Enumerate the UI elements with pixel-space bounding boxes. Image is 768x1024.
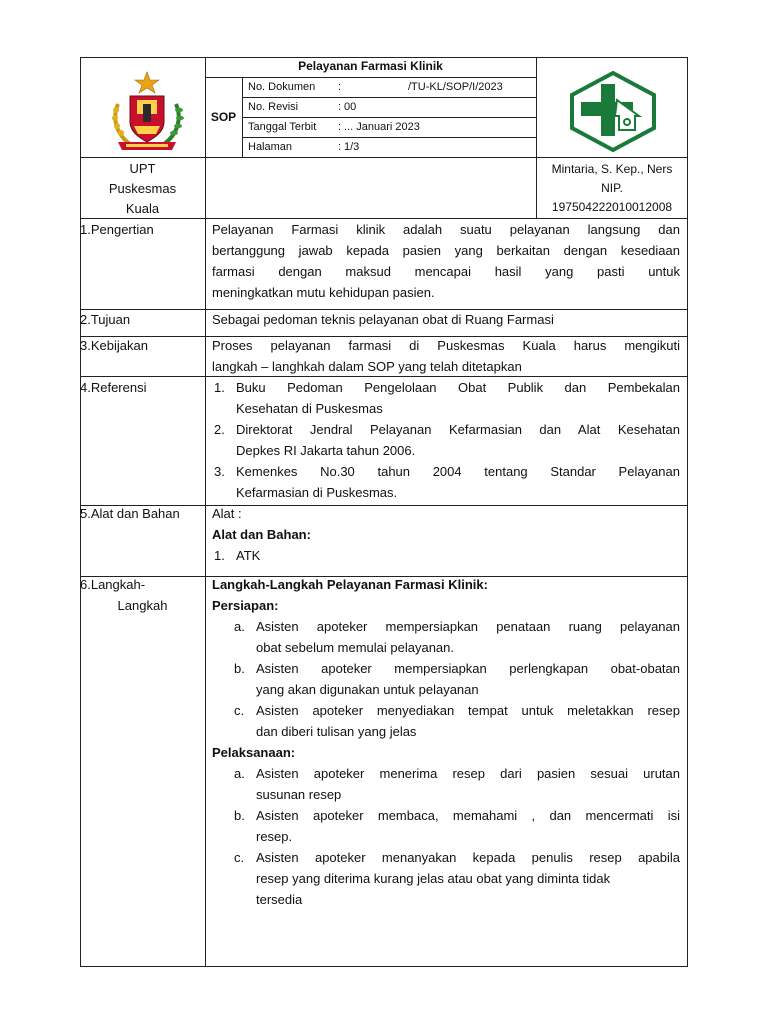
section-label-langkah: 6.Langkah- xyxy=(80,577,146,592)
pelaksanaan-num: c. xyxy=(234,850,245,865)
persiapan-num: b. xyxy=(234,661,245,676)
persiapan-line: yang akan digunakan untuk pelayanan xyxy=(256,682,479,697)
persiapan-line: Asisten apoteker mempersiapkan perlengkapan obat-obatan xyxy=(256,661,680,676)
pelaksanaan-line: Asisten apoteker membaca, memahami , dan mencermati isi xyxy=(256,808,680,823)
org-line-1: UPT xyxy=(129,161,156,176)
section-label-kebijakan: 3.Kebijakan xyxy=(80,338,148,353)
signer-nip: 197504222010012008 xyxy=(551,200,673,214)
field-label-no-revisi: No. Revisi xyxy=(248,101,299,113)
pelaksanaan-num: a. xyxy=(234,766,245,781)
puskesmas-logo-icon xyxy=(569,70,657,152)
referensi-num: 2. xyxy=(214,422,225,437)
pengertian-line: Pelayanan Farmasi klinik adalah suatu pelayanan langsung dan xyxy=(212,222,680,237)
persiapan-num: a. xyxy=(234,619,245,634)
org-line-2: Puskesmas xyxy=(108,181,177,196)
pelaksanaan-line: susunan resep xyxy=(256,787,342,802)
regional-emblem-icon xyxy=(104,70,190,154)
alat-item-num: 1. xyxy=(214,548,225,563)
persiapan-line: dan diberi tulisan yang jelas xyxy=(256,724,417,739)
field-value-halaman: 1/3 xyxy=(344,141,360,153)
persiapan-line: obat sebelum memulai pelayanan. xyxy=(256,640,455,655)
field-value-no-dokumen: /TU-KL/SOP/I/2023 xyxy=(408,81,503,93)
referensi-num: 3. xyxy=(214,464,225,479)
section-label-referensi: 4.Referensi xyxy=(80,380,147,395)
section-label-tujuan: 2.Tujuan xyxy=(80,312,131,327)
referensi-line: Depkes RI Jakarta tahun 2006. xyxy=(236,443,416,458)
referensi-line: Direktorat Jendral Pelayanan Kefarmasian dan Alat Kesehatan xyxy=(236,422,680,437)
persiapan-line: Asisten apoteker menyediakan tempat untuk meletakkan resep xyxy=(256,703,680,718)
field-sep: : xyxy=(338,141,342,153)
alat-line: Alat : xyxy=(212,506,242,521)
referensi-line: Kemenkes No.30 tahun 2004 tentang Standar Pelayanan xyxy=(236,464,680,479)
tujuan-text: Sebagai pedoman teknis pelayanan obat di Ruang Farmasi xyxy=(212,312,554,327)
section-label-pengertian: 1.Pengertian xyxy=(80,222,154,237)
pengertian-line: bertanggung jawab kepada pasien yang berkaitan dengan kesediaan xyxy=(212,243,680,258)
pelaksanaan-line: tersedia xyxy=(256,892,303,907)
pelaksanaan-num: b. xyxy=(234,808,245,823)
field-label-halaman: Halaman xyxy=(248,141,293,153)
field-label-tanggal-terbit: Tanggal Terbit xyxy=(248,121,317,133)
alat-item: ATK xyxy=(236,548,261,563)
persiapan-line: Asisten apoteker mempersiapkan penataan ruang pelayanan xyxy=(256,619,680,634)
signer-nip-label: NIP. xyxy=(601,181,623,195)
pelaksanaan-line: resep yang diterima kurang jelas atau obat yang diminta tidak xyxy=(256,871,611,886)
document-title: Pelayanan Farmasi Klinik xyxy=(298,59,443,73)
kebijakan-line: langkah – langhkah dalam SOP yang telah ditetapkan xyxy=(212,359,522,374)
langkah-heading: Langkah-Langkah Pelayanan Farmasi Klinik: xyxy=(212,577,488,592)
pelaksanaan-label: Pelaksanaan: xyxy=(212,745,296,760)
pelaksanaan-line: Asisten apoteker menanyakan kepada penulis resep apabila xyxy=(256,850,680,865)
field-sep: : xyxy=(338,101,342,113)
sop-label: SOP xyxy=(210,110,237,124)
field-value-no-revisi: 00 xyxy=(344,101,357,113)
referensi-line: Kefarmasian di Puskesmas. xyxy=(236,485,398,500)
org-line-3: Kuala xyxy=(125,201,160,216)
signer-name: Mintaria, S. Kep., Ners xyxy=(551,162,673,176)
kebijakan-line: Proses pelayanan farmasi di Puskesmas Kuala harus mengikuti xyxy=(212,338,680,353)
field-label-no-dokumen: No. Dokumen xyxy=(248,81,316,93)
pengertian-line: meningkatkan mutu kehidupan pasien. xyxy=(212,285,435,300)
field-sep: : xyxy=(338,81,342,93)
persiapan-label: Persiapan: xyxy=(212,598,279,613)
referensi-num: 1. xyxy=(214,380,225,395)
pelaksanaan-line: Asisten apoteker menerima resep dari pasien sesuai urutan xyxy=(256,766,680,781)
persiapan-num: c. xyxy=(234,703,245,718)
field-sep: : xyxy=(338,121,342,133)
pelaksanaan-line: resep. xyxy=(256,829,293,844)
section-label-alat-bahan: 5.Alat dan Bahan xyxy=(80,506,180,521)
pengertian-line: farmasi dengan maksud mencapai hasil yang pasti untuk xyxy=(212,264,680,279)
section-label-langkah-2: Langkah xyxy=(117,598,168,613)
alat-heading: Alat dan Bahan: xyxy=(212,527,311,542)
field-value-tanggal-terbit: ... Januari 2023 xyxy=(344,121,420,133)
referensi-line: Kesehatan di Puskesmas xyxy=(236,401,383,416)
referensi-line: Buku Pedoman Pengelolaan Obat Publik dan Pembekalan xyxy=(236,380,680,395)
